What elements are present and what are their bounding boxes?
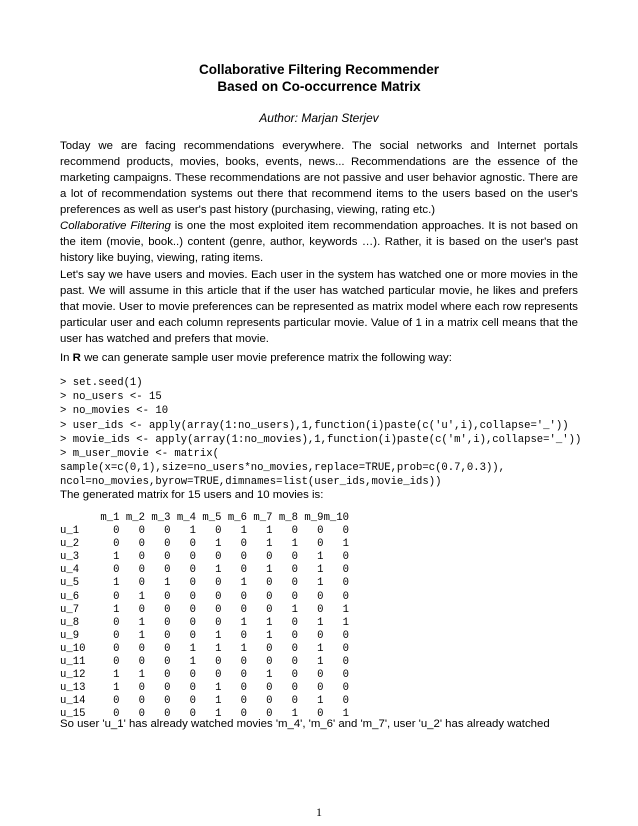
matrix-cell: 0 — [240, 669, 247, 682]
matrix-cell: 0 — [240, 682, 247, 695]
matrix-cell: 0 — [317, 603, 324, 616]
matrix-cell: 0 — [189, 590, 196, 603]
matrix-cell: 0 — [189, 616, 196, 629]
matrix-cell: 0 — [291, 564, 298, 577]
matrix-cell: 0 — [342, 577, 349, 590]
r-intro-pre: In — [60, 352, 73, 364]
matrix-cell: 1 — [138, 590, 145, 603]
matrix-cell: 0 — [291, 577, 298, 590]
matrix-cell: 0 — [317, 682, 324, 695]
matrix-cell: 0 — [291, 551, 298, 564]
matrix-cell: 0 — [342, 682, 349, 695]
matrix-cell: 1 — [240, 616, 247, 629]
matrix-cell: 0 — [291, 695, 298, 708]
matrix-cell: 0 — [266, 656, 273, 669]
matrix-cell: 1 — [215, 682, 222, 695]
matrix-cell: 0 — [266, 695, 273, 708]
matrix-cell: 1 — [215, 642, 222, 655]
matrix-cell: 1 — [317, 642, 324, 655]
intro-paragraph: Today we are facing recommendations everywhere. The social networks and Internet portals recommend products, movies, books, events, news... Recommendations are the essence of the marketing campaigns. These recommendations are not passive and user behavior agnostic. There are a lot of recommendation systems out there that recommend items to the users based on the user's preferences as well as user's past history (purchasing, viewing, rating etc.) — [60, 140, 578, 216]
matrix-cell: 0 — [342, 629, 349, 642]
matrix-cell: 0 — [342, 656, 349, 669]
matrix-cell: 0 — [240, 551, 247, 564]
code-line: > no_movies <- 10 — [60, 405, 169, 418]
r-language-name: R — [72, 352, 81, 364]
matrix-cell: 0 — [189, 708, 196, 721]
user-movie-matrix — [60, 512, 349, 722]
matrix-cell: 1 — [113, 551, 120, 564]
matrix-body — [60, 525, 349, 721]
matrix-cell: 0 — [317, 629, 324, 642]
matrix-cell: 0 — [240, 538, 247, 551]
matrix-cell: 0 — [164, 603, 171, 616]
matrix-cell: 0 — [138, 695, 145, 708]
column-header: m_6 — [227, 512, 247, 524]
matrix-cell: 0 — [342, 564, 349, 577]
matrix-cell: 1 — [138, 616, 145, 629]
matrix-cell: 1 — [113, 603, 120, 616]
matrix-cell: 0 — [164, 669, 171, 682]
matrix-cell: 0 — [266, 577, 273, 590]
matrix-cell: 0 — [342, 551, 349, 564]
matrix-cell: 1 — [113, 682, 120, 695]
matrix-cell: 0 — [291, 616, 298, 629]
matrix-cell: 0 — [164, 656, 171, 669]
matrix-cell: 0 — [215, 577, 222, 590]
matrix-cell: 0 — [342, 590, 349, 603]
matrix-cell: 0 — [138, 525, 145, 538]
column-header: m_5 — [202, 512, 222, 524]
matrix-cell: 1 — [215, 695, 222, 708]
row-label: u_7 — [60, 603, 80, 616]
matrix-cell: 0 — [189, 577, 196, 590]
matrix-cell: 0 — [189, 551, 196, 564]
matrix-header-row — [60, 512, 349, 525]
matrix-cell: 0 — [266, 708, 273, 721]
matrix-cell: 1 — [113, 669, 120, 682]
matrix-cell: 1 — [266, 525, 273, 538]
matrix-cell: 1 — [240, 642, 247, 655]
table-row — [60, 551, 349, 564]
matrix-cell: 0 — [240, 656, 247, 669]
matrix-cell: 0 — [164, 642, 171, 655]
matrix-cell: 1 — [266, 669, 273, 682]
matrix-cell: 0 — [189, 629, 196, 642]
matrix-cell: 0 — [291, 525, 298, 538]
column-header: m_2 — [125, 512, 145, 524]
author-line: Author: Marjan Sterjev — [259, 111, 379, 125]
matrix-cell: 1 — [317, 551, 324, 564]
column-header: m_3 — [151, 512, 171, 524]
code-line: ncol=no_movies,byrow=TRUE,dimnames=list(user_ids,movie_ids)) — [60, 476, 442, 489]
matrix-cell: 0 — [189, 669, 196, 682]
code-line: > movie_ids <- apply(array(1:no_movies),1,function(i)paste(c('m',i),collapse='_')) — [60, 433, 582, 446]
table-row — [60, 682, 349, 695]
matrix-cell: 1 — [266, 629, 273, 642]
table-row — [60, 617, 349, 630]
table-row — [60, 591, 349, 604]
matrix-cell: 0 — [240, 695, 247, 708]
r-intro-post: we can generate sample user movie preference matrix the following way: — [80, 352, 452, 364]
page-number: 1 — [316, 805, 322, 819]
matrix-cell: 0 — [113, 564, 120, 577]
table-row — [60, 577, 349, 590]
matrix-cell: 0 — [291, 656, 298, 669]
code-line: sample(x=c(0,1),size=no_users*no_movies,replace=TRUE,prob=c(0.7,0.3)), — [60, 462, 506, 475]
matrix-cell: 0 — [291, 642, 298, 655]
matrix-cell: 1 — [240, 525, 247, 538]
users-movies-paragraph: Let's say we have users and movies. Each user in the system has watched one or more movies in the past. We will assume in this article that if the user has watched particular movie, he likes and prefers that movie. User to movie preferences can be represented as matrix model where each row represents particular user and each column represents particular movie. Value of 1 in a matrix cell means that the user has watched and prefers that movie. — [60, 269, 578, 345]
title-line-1: Collaborative Filtering Recommender — [198, 62, 440, 77]
row-label: u_15 — [60, 708, 86, 721]
matrix-cell: 0 — [164, 708, 171, 721]
matrix-cell: 0 — [113, 616, 120, 629]
matrix-cell: 0 — [164, 525, 171, 538]
matrix-cell: 0 — [240, 590, 247, 603]
collaborative-filtering-text: is one the most exploited item recommendation approaches. It is not based on the item (movie, book..) content (genre, author, keywords …). Rather, it is based on the user's past history like buying, viewing, rating items. — [60, 220, 578, 264]
matrix-cell: 0 — [215, 669, 222, 682]
matrix-cell: 1 — [215, 538, 222, 551]
matrix-cell: 0 — [164, 682, 171, 695]
matrix-cell: 0 — [164, 564, 171, 577]
matrix-cell: 1 — [317, 577, 324, 590]
matrix-cell: 0 — [291, 682, 298, 695]
matrix-cell: 1 — [240, 577, 247, 590]
matrix-cell: 0 — [189, 538, 196, 551]
matrix-cell: 0 — [317, 525, 324, 538]
matrix-cell: 1 — [266, 564, 273, 577]
matrix-cell: 0 — [138, 538, 145, 551]
matrix-cell: 1 — [189, 642, 196, 655]
column-header: m_7 — [253, 512, 273, 524]
matrix-cell: 0 — [138, 656, 145, 669]
column-header: m_10 — [323, 512, 349, 524]
table-row — [60, 656, 349, 669]
matrix-cell: 0 — [189, 603, 196, 616]
matrix-cell: 1 — [113, 577, 120, 590]
matrix-cell: 1 — [215, 629, 222, 642]
matrix-cell: 0 — [266, 603, 273, 616]
matrix-cell: 0 — [138, 551, 145, 564]
matrix-cell: 0 — [342, 525, 349, 538]
matrix-cell: 1 — [342, 708, 349, 721]
column-header: m_9 — [304, 512, 324, 524]
matrix-cell: 1 — [291, 538, 298, 551]
matrix-cell: 0 — [164, 695, 171, 708]
column-header: m_4 — [176, 512, 196, 524]
matrix-cell: 1 — [291, 603, 298, 616]
row-label: u_8 — [60, 616, 80, 629]
collaborative-filtering-term: Collaborative Filtering — [60, 220, 171, 232]
table-row — [60, 525, 349, 538]
row-label: u_10 — [60, 642, 86, 655]
matrix-cell: 0 — [215, 525, 222, 538]
matrix-cell: 1 — [342, 616, 349, 629]
matrix-cell: 0 — [240, 603, 247, 616]
matrix-cell: 0 — [113, 642, 120, 655]
matrix-cell: 0 — [266, 551, 273, 564]
matrix-cell: 1 — [189, 525, 196, 538]
collaborative-filtering-paragraph — [60, 218, 578, 266]
matrix-cell: 0 — [164, 538, 171, 551]
matrix-cell: 0 — [342, 695, 349, 708]
matrix-cell: 0 — [266, 642, 273, 655]
row-label: u_6 — [60, 590, 80, 603]
matrix-cell: 0 — [215, 590, 222, 603]
row-label: u_5 — [60, 577, 80, 590]
matrix-cell: 0 — [240, 708, 247, 721]
matrix-cell: 0 — [164, 616, 171, 629]
matrix-cell: 1 — [138, 669, 145, 682]
matrix-cell: 0 — [266, 590, 273, 603]
table-row — [60, 669, 349, 682]
matrix-cell: 0 — [266, 682, 273, 695]
matrix-cell: 1 — [317, 695, 324, 708]
matrix-cell: 1 — [138, 629, 145, 642]
row-label: u_1 — [60, 525, 80, 538]
matrix-cell: 0 — [138, 682, 145, 695]
r-intro-paragraph — [60, 350, 578, 366]
table-row — [60, 564, 349, 577]
title-line-2: Based on Co-occurrence Matrix — [217, 79, 421, 94]
matrix-cell: 1 — [189, 656, 196, 669]
matrix-cell: 1 — [215, 564, 222, 577]
row-label: u_12 — [60, 669, 86, 682]
table-row — [60, 695, 349, 708]
code-line: > no_users <- 15 — [60, 391, 162, 404]
matrix-cell: 1 — [317, 564, 324, 577]
matrix-cell: 0 — [342, 669, 349, 682]
matrix-cell: 1 — [266, 616, 273, 629]
matrix-cell: 0 — [215, 616, 222, 629]
code-line: > set.seed(1) — [60, 377, 143, 389]
row-label: u_3 — [60, 551, 80, 564]
column-header: m_8 — [278, 512, 298, 524]
matrix-cell: 0 — [138, 642, 145, 655]
matrix-corner — [60, 512, 94, 525]
matrix-cell: 0 — [189, 695, 196, 708]
r-code-block — [60, 376, 580, 490]
matrix-cell: 1 — [215, 708, 222, 721]
row-label: u_9 — [60, 629, 80, 642]
matrix-cell: 0 — [164, 551, 171, 564]
matrix-cell: 0 — [113, 656, 120, 669]
matrix-cell: 1 — [342, 538, 349, 551]
row-label: u_11 — [60, 656, 86, 669]
table-row — [60, 630, 349, 643]
matrix-cell: 0 — [113, 590, 120, 603]
matrix-cell: 0 — [164, 590, 171, 603]
matrix-cell: 0 — [342, 642, 349, 655]
matrix-cell: 0 — [138, 603, 145, 616]
matrix-cell: 0 — [113, 629, 120, 642]
matrix-cell: 1 — [317, 656, 324, 669]
row-label: u_13 — [60, 682, 86, 695]
matrix-caption: The generated matrix for 15 users and 10 movies is: — [60, 489, 324, 501]
matrix-cell: 0 — [189, 564, 196, 577]
matrix-cell: 0 — [113, 708, 120, 721]
matrix-cell: 1 — [164, 577, 171, 590]
row-label: u_2 — [60, 538, 80, 551]
matrix-cell: 1 — [342, 603, 349, 616]
row-label: u_14 — [60, 695, 86, 708]
matrix-cell: 0 — [240, 564, 247, 577]
matrix-cell: 0 — [138, 564, 145, 577]
code-line: > m_user_movie <- matrix( — [60, 448, 219, 461]
matrix-cell: 0 — [291, 669, 298, 682]
matrix-cell: 0 — [240, 629, 247, 642]
matrix-cell: 1 — [291, 708, 298, 721]
matrix-cell: 0 — [291, 629, 298, 642]
matrix-cell: 0 — [189, 682, 196, 695]
matrix-cell: 0 — [317, 708, 324, 721]
table-row — [60, 538, 349, 551]
matrix-cell: 0 — [215, 603, 222, 616]
matrix-cell: 1 — [317, 616, 324, 629]
closing-paragraph: So user 'u_1' has already watched movies 'm_4', 'm_6' and 'm_7', user 'u_2' has already watched — [60, 718, 550, 730]
matrix-cell: 0 — [138, 708, 145, 721]
matrix-cell: 0 — [317, 538, 324, 551]
code-line: > user_ids <- apply(array(1:no_users),1,function(i)paste(c('u',i),collapse='_')) — [60, 419, 569, 432]
matrix-cell: 1 — [266, 538, 273, 551]
matrix-cell: 0 — [215, 656, 222, 669]
matrix-cell: 0 — [317, 669, 324, 682]
matrix-cell: 0 — [317, 590, 324, 603]
matrix-cell: 0 — [113, 538, 120, 551]
column-header: m_1 — [100, 512, 120, 524]
matrix-cell: 0 — [164, 629, 171, 642]
matrix-cell: 0 — [113, 695, 120, 708]
matrix-cell: 0 — [291, 590, 298, 603]
table-row — [60, 643, 349, 656]
matrix-cell: 0 — [113, 525, 120, 538]
matrix-cell: 0 — [138, 577, 145, 590]
matrix-cell: 0 — [215, 551, 222, 564]
table-row — [60, 604, 349, 617]
row-label: u_4 — [60, 564, 80, 577]
